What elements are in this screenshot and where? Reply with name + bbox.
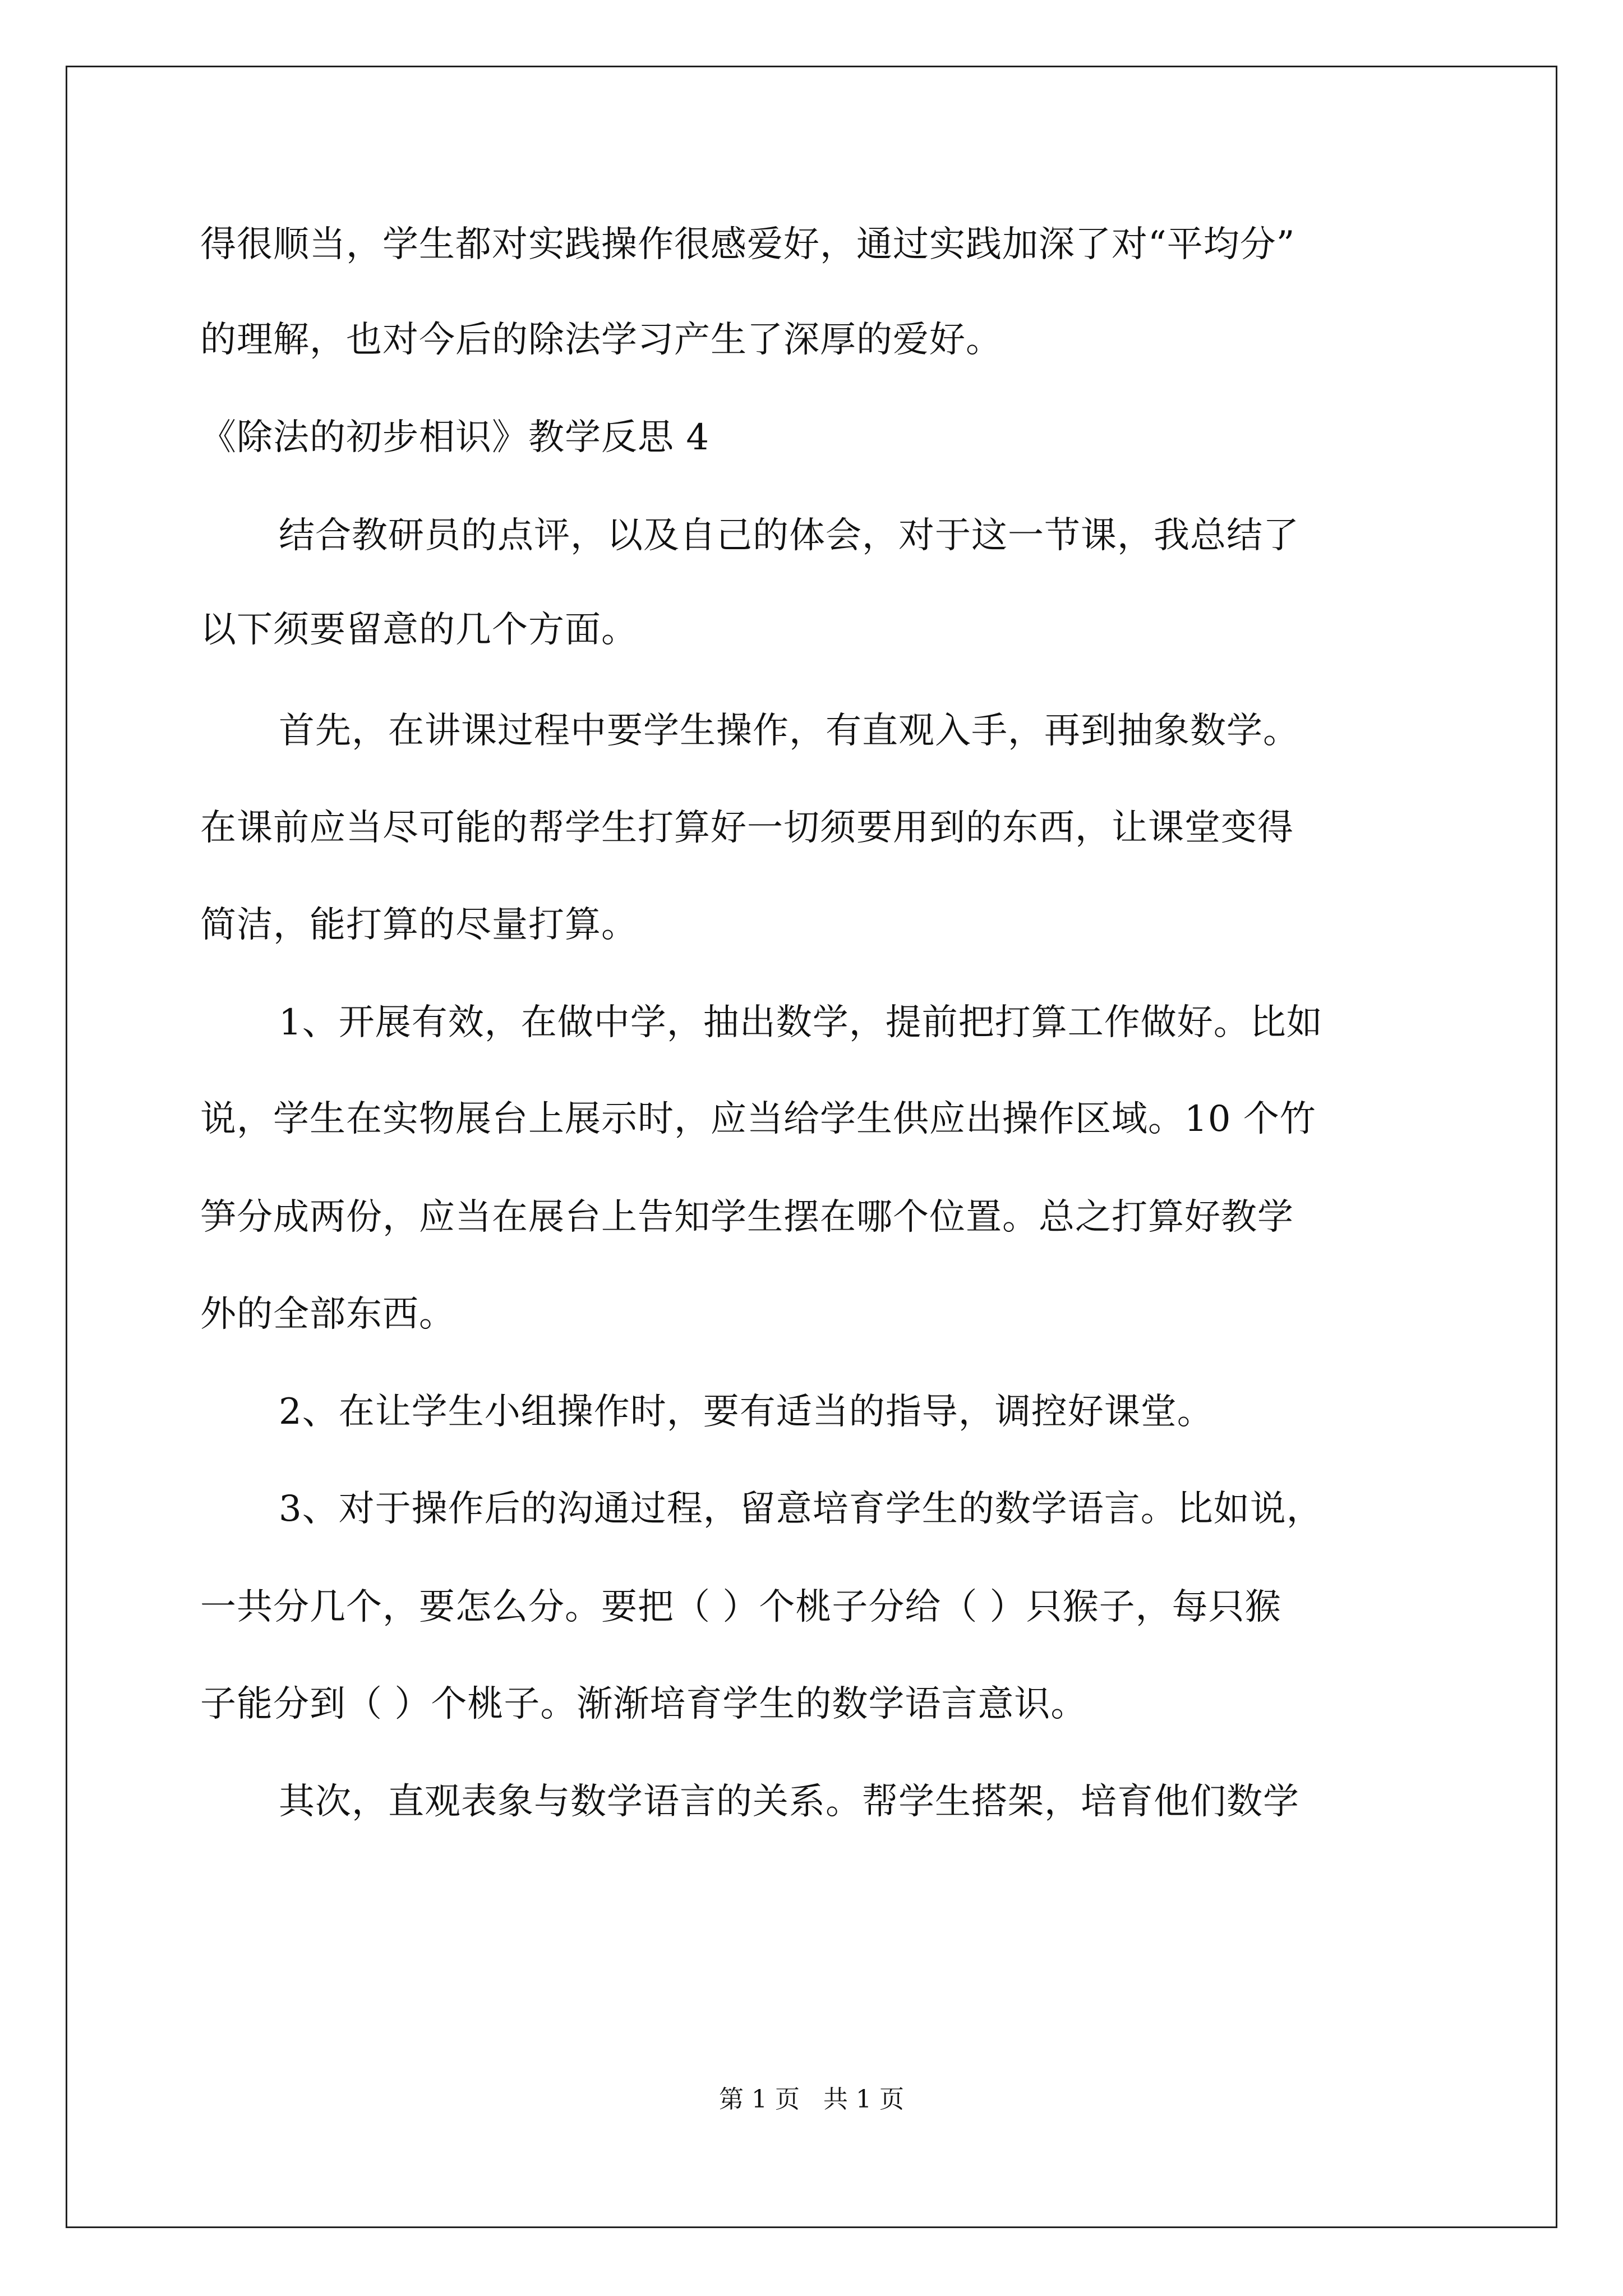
paragraph-line: 3、对于操作后的沟通过程，留意培育学生的数学语言。比如说， [279,1488,1323,1530]
paragraph-line: 笋分成两份，应当在展台上告知学生摆在哪个位置。总之打算好教学 [200,1197,1294,1238]
section-heading: 《除法的初步相识》教学反思 4 [200,417,710,458]
paragraph-line: 首先，在讲课过程中要学生操作，有直观入手，再到抽象数学。 [279,710,1299,752]
paragraph-line: 结合教研员的点评，以及自己的体会，对于这一节课，我总结了 [279,515,1299,556]
paragraph-line: 1、开展有效，在做中学，抽出数学，提前把打算工作做好。比如 [279,1002,1323,1043]
paragraph-line: 一共分几个，要怎么分。要把（ ）个桃子分给（ ）只猴子，每只猴 [200,1586,1281,1628]
paragraph-line: 其次，直观表象与数学语言的关系。帮学生搭架，培育他们数学 [279,1781,1299,1823]
paragraph-line: 外的全部东西。 [200,1294,455,1335]
paragraph-line: 在课前应当尽可能的帮学生打算好一切须要用到的东西，让课堂变得 [200,807,1294,849]
paragraph-line: 的理解，也对今后的除法学习产生了深厚的爱好。 [200,319,1002,361]
paragraph-line: 2、在让学生小组操作时，要有适当的指导，调控好课堂。 [279,1391,1214,1433]
paragraph-line: 简洁，能打算的尽量打算。 [200,904,638,946]
paragraph-line: 以下须要留意的几个方面。 [200,609,638,651]
paragraph-line: 说，学生在实物展台上展示时，应当给学生供应出操作区域。10 个竹 [200,1098,1316,1140]
paragraph-line: 子能分到（ ）个桃子。渐渐培育学生的数学语言意识。 [200,1683,1087,1725]
page-border [66,66,1557,2228]
page-footer: 第 1 页 共 1 页 [719,2085,904,2114]
paragraph-line: 得很顺当，学生都对实践操作很感爱好，通过实践加深了对“平均分” [200,224,1295,265]
